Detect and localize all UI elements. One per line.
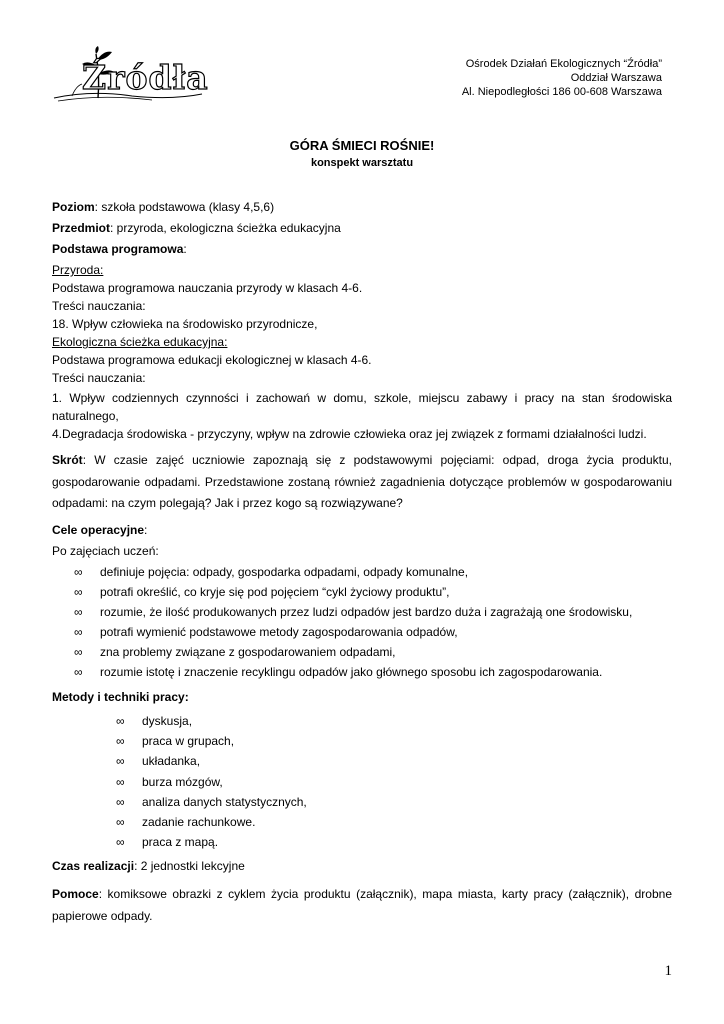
cele-item: ∞ rozumie istotę i znaczenie recyklingu odpadów jako głównego sposobu ich zagospodarowania. (74, 665, 603, 679)
logo-text: Źródła (82, 58, 209, 97)
infinity-bullet-icon: ∞ (74, 565, 83, 579)
infinity-bullet-icon: ∞ (116, 795, 125, 809)
przyroda-line-2: Treści nauczania: (52, 299, 146, 313)
org-branch: Oddział Warszawa (570, 72, 662, 84)
cele-intro: Po zajęciach uczeń: (52, 544, 159, 558)
czas-line: Czas realizacji: 2 jednostki lekcyjne (52, 859, 245, 873)
metody-heading: Metody i techniki pracy: (52, 690, 189, 704)
metody-item: ∞ praca w grupach, (116, 734, 235, 748)
pomoce-label: Pomoce (52, 887, 99, 901)
cele-item: ∞ rozumie, że ilość produkowanych przez ludzi odpadów jest bardzo duża i zagrażają one środowisku, (74, 605, 633, 619)
metody-item: ∞ zadanie rachunkowe. (116, 815, 256, 829)
przyroda-heading: Przyroda: (52, 263, 104, 277)
podstawa-colon: : (183, 242, 187, 256)
infinity-bullet-icon: ∞ (74, 605, 83, 619)
przedmiot-value: : przyroda, ekologiczna ścieżka edukacyjna (110, 221, 341, 235)
infinity-bullet-icon: ∞ (74, 645, 83, 659)
skrot-label: Skrót (52, 453, 83, 467)
eko-point-1b: naturalnego, (52, 409, 119, 423)
przedmiot-line (52, 220, 341, 236)
cele-item: ∞ zna problemy związane z gospodarowaniem odpadami, (74, 645, 396, 659)
poziom-line (52, 199, 274, 215)
metody-item: ∞ analiza danych statystycznych, (116, 795, 307, 809)
metody-item: ∞ układanka, (116, 754, 201, 768)
cele-item: ∞ potrafi określić, co kryje się pod pojęciem “cykl życiowy produktu”, (74, 585, 450, 599)
cele-label: Cele operacyjne (52, 523, 145, 537)
organization-address (462, 57, 662, 99)
infinity-bullet-icon: ∞ (74, 665, 83, 679)
przyroda-line-1: Podstawa programowa nauczania przyrody w klasach 4-6. (52, 281, 363, 295)
document-title: GÓRA ŚMIECI ROŚNIE! (289, 138, 435, 153)
przyroda-line-3: 18. Wpływ człowieka na środowisko przyrodnicze, (52, 317, 318, 331)
skrot-line-3: odpadami: na czym polegają? Jak i przez kogo są rozwiązywane? (52, 496, 403, 510)
page-number: 1 (664, 963, 672, 979)
infinity-bullet-icon: ∞ (116, 754, 125, 768)
eko-point-1a: 1. Wpływ codziennych czynności i zachowań w domu, szkole, miejscu zabawy i pracy na stan środowiska (52, 391, 672, 405)
metody-item: ∞ burza mózgów, (116, 775, 223, 789)
podstawa-label: Podstawa programowa (52, 242, 184, 256)
infinity-bullet-icon: ∞ (116, 835, 125, 849)
pomoce-line-2: papierowe odpady. (52, 909, 153, 923)
org-name: Ośrodek Działań Ekologicznych “Źródła” (465, 58, 662, 70)
infinity-bullet-icon: ∞ (74, 585, 83, 599)
poziom-label: Poziom (52, 200, 95, 214)
infinity-bullet-icon: ∞ (116, 734, 125, 748)
podstawa-line (52, 241, 187, 257)
cele-heading: Cele operacyjne: (52, 523, 148, 537)
skrot-line-2: gospodarowanie odpadami. Przedstawione zostaną również zagadnienia dotyczące problemów w gospodarowaniu (52, 475, 672, 489)
eko-heading: Ekologiczna ścieżka edukacyjna: (52, 335, 228, 349)
infinity-bullet-icon: ∞ (116, 775, 125, 789)
org-street: Al. Niepodległości 186 00-608 Warszawa (461, 86, 662, 98)
infinity-bullet-icon: ∞ (116, 714, 125, 728)
infinity-bullet-icon: ∞ (116, 815, 125, 829)
poziom-value: : szkoła podstawowa (klasy 4,5,6) (94, 200, 275, 214)
eko-line-2: Treści nauczania: (52, 371, 146, 385)
czas-label: Czas realizacji (52, 859, 135, 873)
metody-item: ∞ dyskusja, (116, 714, 193, 728)
cele-item: ∞ definiuje pojęcia: odpady, gospodarka odpadami, odpady komunalne, (74, 565, 469, 579)
eko-point-4: 4.Degradacja środowiska - przyczyny, wpływ na zdrowie człowieka oraz jej związek z formami działalności ludzi. (52, 427, 647, 441)
metody-item: ∞ praca z mapą. (116, 835, 219, 849)
infinity-bullet-icon: ∞ (74, 625, 83, 639)
skrot-line-1: Skrót: W czasie zajęć uczniowie zapoznają się z podstawowymi pojęciami: odpad, droga życia produktu, (52, 453, 672, 467)
document-subtitle: konspekt warsztatu (310, 157, 414, 169)
pomoce-line-1: Pomoce: komiksowe obrazki z cyklem życia produktu (załącznik), mapa miasta, karty pracy (załącznik), drobne (52, 887, 672, 901)
zrodla-logo (52, 46, 209, 104)
przedmiot-label: Przedmiot (52, 221, 111, 235)
cele-item: ∞ potrafi wymienić podstawowe metody zagospodarowania odpadów, (74, 625, 458, 639)
eko-line-1: Podstawa programowa edukacji ekologicznej w klasach 4-6. (52, 353, 372, 367)
